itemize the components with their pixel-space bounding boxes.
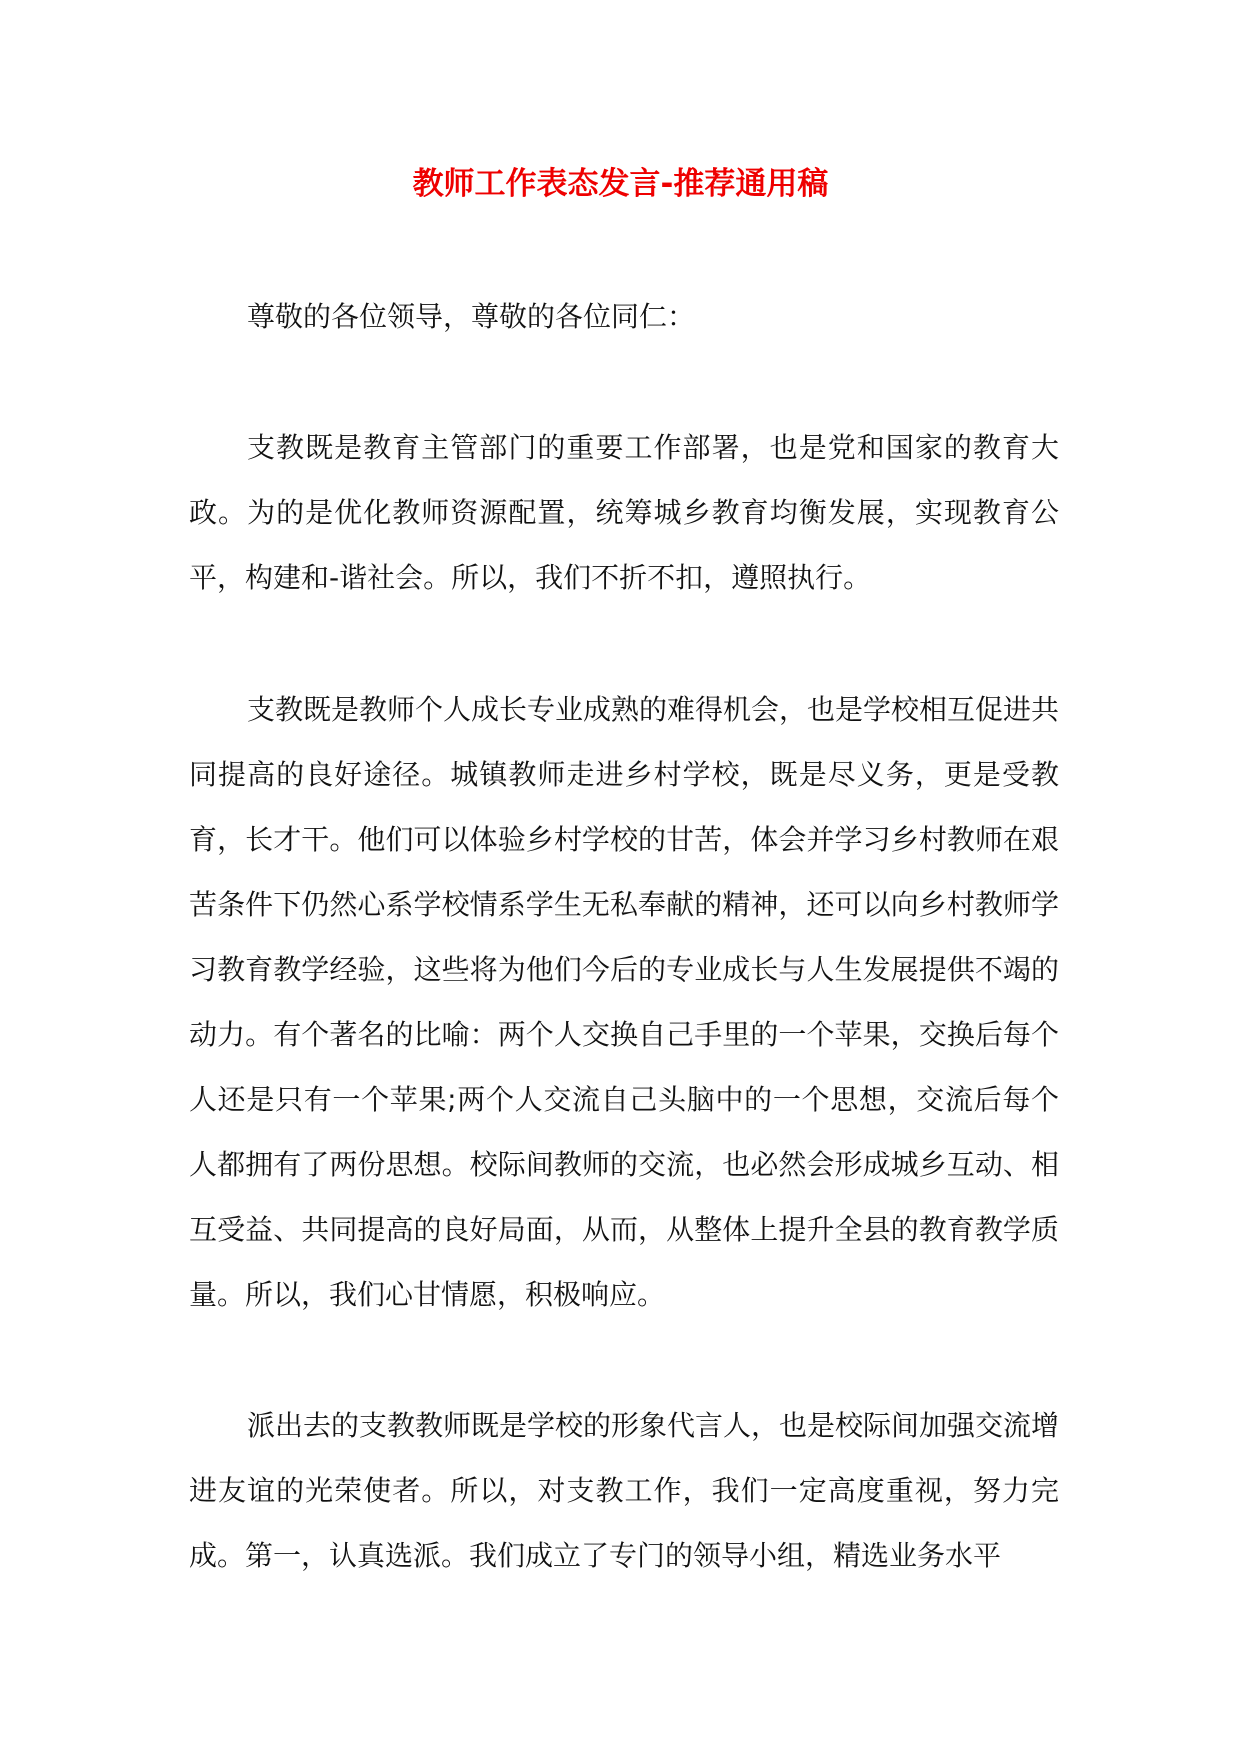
paragraph-block-2 xyxy=(189,677,1059,1327)
document-title: 教师工作表态发言-推荐通用稿 xyxy=(412,166,829,202)
paragraph-1: 支教既是教育主管部门的重要工作部署，也是党和国家的教育大政。为的是优化教师资源配置，统筹城乡教育均衡发展，实现教育公平，构建和-谐社会。所以，我们不折不扣，遵照执行。 xyxy=(189,431,1059,594)
salutation: 尊敬的各位领导，尊敬的各位同仁： xyxy=(247,300,696,333)
paragraph-block-3 xyxy=(189,1393,1059,1588)
paragraph-3: 派出去的支教教师既是学校的形象代言人，也是校际间加强交流增进友谊的光荣使者。所以，对支教工作，我们一定高度重视，努力完成。第一，认真选派。我们成立了专门的领导小组，精选业务水平 xyxy=(189,1409,1060,1572)
salutation-block xyxy=(189,284,1059,349)
paragraph-block-1 xyxy=(189,415,1059,610)
paragraph-2: 支教既是教师个人成长专业成熟的难得机会，也是学校相互促进共同提高的良好途径。城镇教师走进乡村学校，既是尽义务，更是受教育，长才干。他们可以体验乡村学校的甘苦，体会并学习乡村教师在艰苦条件下仍然心系学校情系学生无私奉献的精神，还可以向乡村教师学习教育教学经验，这些将为他们今后的专业成长与人生发展提供不竭的动力。有个著名的比喻：两个人交换自己手里的一个苹果，交换后每个人还是只有一个苹果;两个人交流自己头脑中的一个思想，交流后每个人都拥有了两份思想。校际间教师的交流，也必然会形成城乡互动、相互受益、共同提高的良好局面，从而，从整体上提升全县的教育教学质量。所以，我们心甘情愿，积极响应。 xyxy=(189,693,1060,1311)
